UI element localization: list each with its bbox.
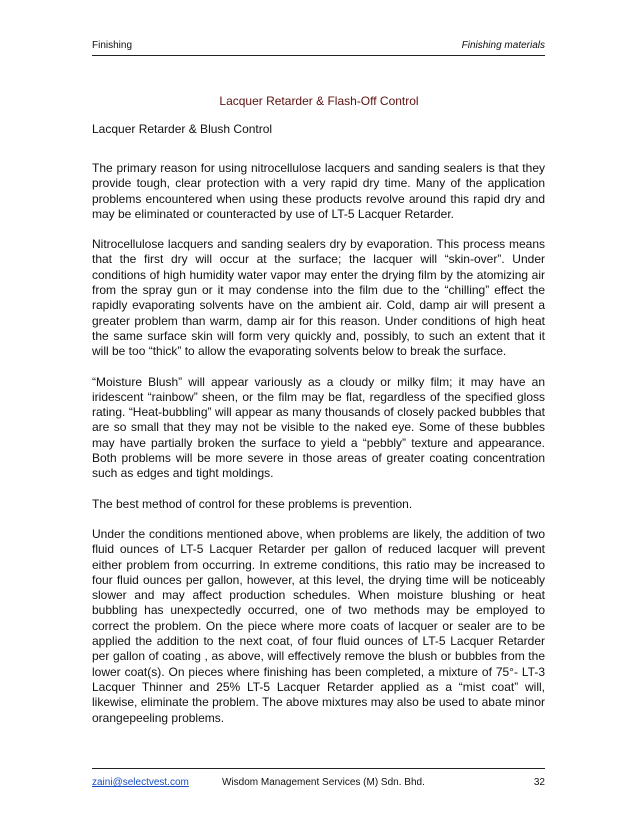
paragraph-4: The best method of control for these problems is prevention. bbox=[92, 496, 413, 511]
paragraph-1: The primary reason for using nitrocellulose lacquers and sanding sealers is that they provide tough, clear protection with a very rapid dry time. Many of the application problems encountered when using these products revolve around this rapid dry and may be eliminated or counteracted by use of LT-5 Lacquer Retarder. bbox=[92, 161, 545, 221]
paragraph-2: Nitrocellulose lacquers and sanding sealers dry by evaporation. This process means that the first dry will occur at the surface; the lacquer will “skin-over”. Under conditions of high humidity water vapor may enter the drying film by the atomizing air from the spray gun or it may condense into the film due to the “chilling” effect the rapidly evaporating solvents have on the ambient air. Cold, damp air will present a greater problem than warm, damp air for this reason. Under conditions of high heat the same surface skin will form very quickly and, possibly, to such an extent that it will be too “thick” to allow the evaporating solvents below to break the surface. bbox=[92, 237, 545, 359]
page-header bbox=[92, 40, 545, 51]
paragraph-3: “Moisture Blush” will appear variously as a cloudy or milky film; it may have an iridescent “rainbow” sheen, or the film may be flat, regardless of the specified gloss rating. “Heat-bubbling” will appear as many thousands of closely packed bubbles that are so small that they may not be visible to the naked eye. Some of these bubbles may have partially broken the surface to yield a “pebbly” texture and appearance. Both problems will be more severe in those areas of greater coating concentration such as edges and tight moldings. bbox=[92, 374, 545, 481]
footer-divider bbox=[92, 768, 545, 769]
footer-company: Wisdom Management Services (M) Sdn. Bhd. bbox=[222, 777, 425, 788]
header-right: Finishing materials bbox=[461, 40, 545, 51]
document-title: Lacquer Retarder & Flash-Off Control bbox=[219, 94, 419, 108]
body-content bbox=[92, 161, 545, 741]
section-subtitle: Lacquer Retarder & Blush Control bbox=[92, 122, 273, 136]
page-number: 32 bbox=[533, 777, 545, 788]
header-divider bbox=[92, 55, 545, 56]
footer-email-link[interactable]: zaini@selectvest.com bbox=[92, 777, 189, 788]
paragraph-5: Under the conditions mentioned above, when problems are likely, the addition of two fluid ounces of LT-5 Lacquer Retarder per gallon of reduced lacquer will prevent either problem from occurring. In extreme conditions, this ratio may be increased to four fluid ounces per gallon, however, at this level, the drying time will be noticeably slower and may affect production schedules. When moisture blushing or heat bubbling has unexpectedly occurred, one of two methods may be employed to correct the problem. On the piece where more coats of lacquer or sealer are to be applied the addition to the next coat, of four fluid ounces of LT-5 Lacquer Retarder per gallon of coating , as above, will effectively remove the blush or bubbles from the lower coat(s). On pieces where finishing has been completed, a mixture of 75°- LT-3 Lacquer Thinner and 25% LT-5 Lacquer Retarder applied as a “mist coat” will, likewise, eliminate the problem. The above mixtures may also be used to abate minor orangepeeling problems. bbox=[92, 526, 545, 725]
header-left: Finishing bbox=[92, 40, 133, 51]
